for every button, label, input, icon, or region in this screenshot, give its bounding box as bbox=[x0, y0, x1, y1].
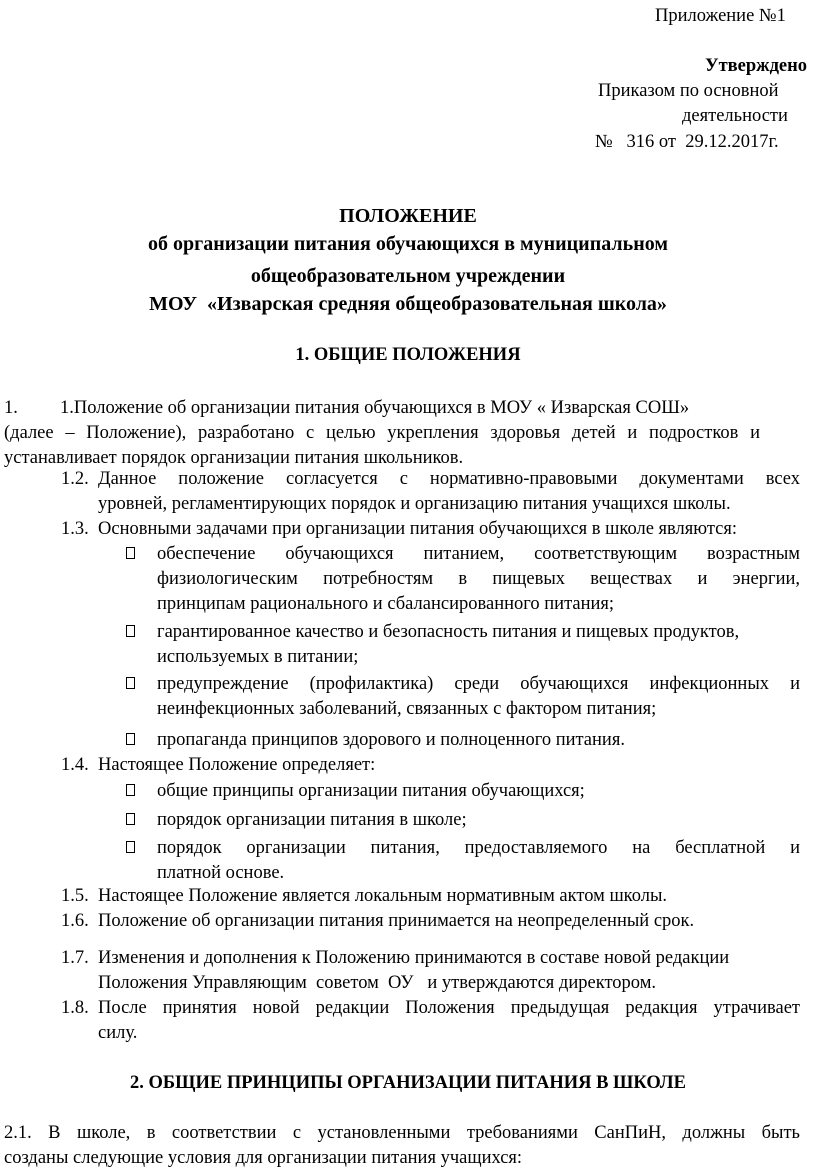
document-title: ПОЛОЖЕНИЕ bbox=[339, 205, 477, 227]
clause-1-6-line-1: Положение об организации питания принимается на неопределенный срок. bbox=[98, 911, 695, 931]
clause-number: 1.5. bbox=[61, 886, 89, 906]
document-subtitle-3: МОУ «Изварская средняя общеобразовательная школа» bbox=[149, 293, 667, 315]
clause-number: 1. bbox=[4, 398, 18, 418]
clause-number: 1.4. bbox=[61, 755, 89, 775]
bullet-1-3-1-line-3: принципам рационального и сбалансированного питания; bbox=[157, 594, 615, 614]
bullet-1-3-1-line-1: обеспечение обучающихся питанием, соответствующим возрастным bbox=[157, 544, 800, 564]
bullet-1-4-3-line-1: порядок организации питания, предоставляемого на бесплатной и bbox=[157, 838, 800, 858]
clause-number: 1.3. bbox=[61, 519, 89, 539]
clause-2-1-line-1: 2.1. В школе, в соответствии с установленными требованиями СанПиН, должны быть bbox=[4, 1123, 800, 1143]
clause-1-1-line-3: устанавливает порядок организации питания школьников. bbox=[4, 448, 464, 468]
document-subtitle-1: об организации питания обучающихся в муниципальном bbox=[148, 233, 668, 255]
clause-1-8-line-1: После принятия новой редакции Положения предыдущая редакция утрачивает bbox=[98, 998, 800, 1018]
bullet-1-4-2-line-1: порядок организации питания в школе; bbox=[157, 810, 467, 830]
bullet-1-3-3-line-2: неинфекционных заболеваний, связанных с фактором питания; bbox=[157, 699, 657, 719]
bullet-1-3-3-line-1: предупреждение (профилактика) среди обучающихся инфекционных и bbox=[157, 674, 800, 694]
clause-1-7-line-1: Изменения и дополнения к Положению принимаются в составе новой редакции bbox=[98, 948, 730, 968]
section-2-heading: 2. ОБЩИЕ ПРИНЦИПЫ ОРГАНИЗАЦИИ ПИТАНИЯ В ШКОЛЕ bbox=[130, 1073, 686, 1093]
clause-1-5-line-1: Настоящее Положение является локальным нормативным актом школы. bbox=[98, 886, 668, 906]
bullet-1-3-4-line-1: пропаганда принципов здорового и полноценного питания. bbox=[157, 730, 625, 750]
bullet-1-4-1-line-1: общие принципы организации питания обучающихся; bbox=[157, 781, 585, 801]
bullet-icon bbox=[126, 784, 135, 796]
order-line-3: № 316 от 29.12.2017г. bbox=[595, 132, 779, 152]
clause-1-2-line-2: уровней, регламентирующих порядок и организацию питания учащихся школы. bbox=[98, 494, 731, 514]
bullet-icon bbox=[126, 625, 135, 637]
bullet-1-3-1-line-2: физиологическим потребностям в пищевых веществах и энергии, bbox=[157, 569, 800, 589]
clause-number: 1.6. bbox=[61, 911, 89, 931]
clause-1-4-line-1: Настоящее Положение определяет: bbox=[98, 755, 376, 775]
order-line-2: деятельности bbox=[682, 106, 788, 126]
clause-2-1-line-2: созданы следующие условия для организации питания учащихся: bbox=[4, 1148, 523, 1168]
clause-1-3-line-1: Основными задачами при организации питания обучающихся в школе являются: bbox=[98, 519, 738, 539]
bullet-1-4-3-line-2: платной основе. bbox=[157, 863, 285, 883]
clause-number: 1.7. bbox=[61, 948, 89, 968]
bullet-icon bbox=[126, 547, 135, 559]
clause-number: 1.2. bbox=[61, 469, 89, 489]
order-line-1: Приказом по основной bbox=[598, 81, 779, 101]
bullet-icon bbox=[126, 841, 135, 853]
clause-1-8-line-2: силу. bbox=[98, 1023, 138, 1043]
document-subtitle-2: общеобразовательном учреждении bbox=[250, 265, 566, 287]
section-1-heading: 1. ОБЩИЕ ПОЛОЖЕНИЯ bbox=[295, 345, 521, 365]
appendix-label: Приложение №1 bbox=[655, 6, 786, 26]
bullet-1-3-2-line-2: используемых в питании; bbox=[157, 647, 359, 667]
clause-1-1-line-2: (далее – Положение), разработано с целью укрепления здоровья детей и подростков и bbox=[4, 423, 760, 443]
clause-1-7-line-2: Положения Управляющим советом ОУ и утверждаются директором. bbox=[98, 973, 657, 993]
bullet-icon bbox=[126, 677, 135, 689]
bullet-icon bbox=[126, 813, 135, 825]
clause-number: 1.8. bbox=[61, 998, 89, 1018]
clause-1-1-line-1: 1.Положение об организации питания обучающихся в МОУ « Изварская СОШ» bbox=[60, 398, 690, 418]
clause-1-2-line-1: Данное положение согласуется с нормативно-правовыми документами всех bbox=[98, 469, 800, 489]
bullet-1-3-2-line-1: гарантированное качество и безопасность питания и пищевых продуктов, bbox=[157, 622, 740, 642]
approved-label: Утверждено bbox=[705, 56, 808, 76]
bullet-icon bbox=[126, 733, 135, 745]
